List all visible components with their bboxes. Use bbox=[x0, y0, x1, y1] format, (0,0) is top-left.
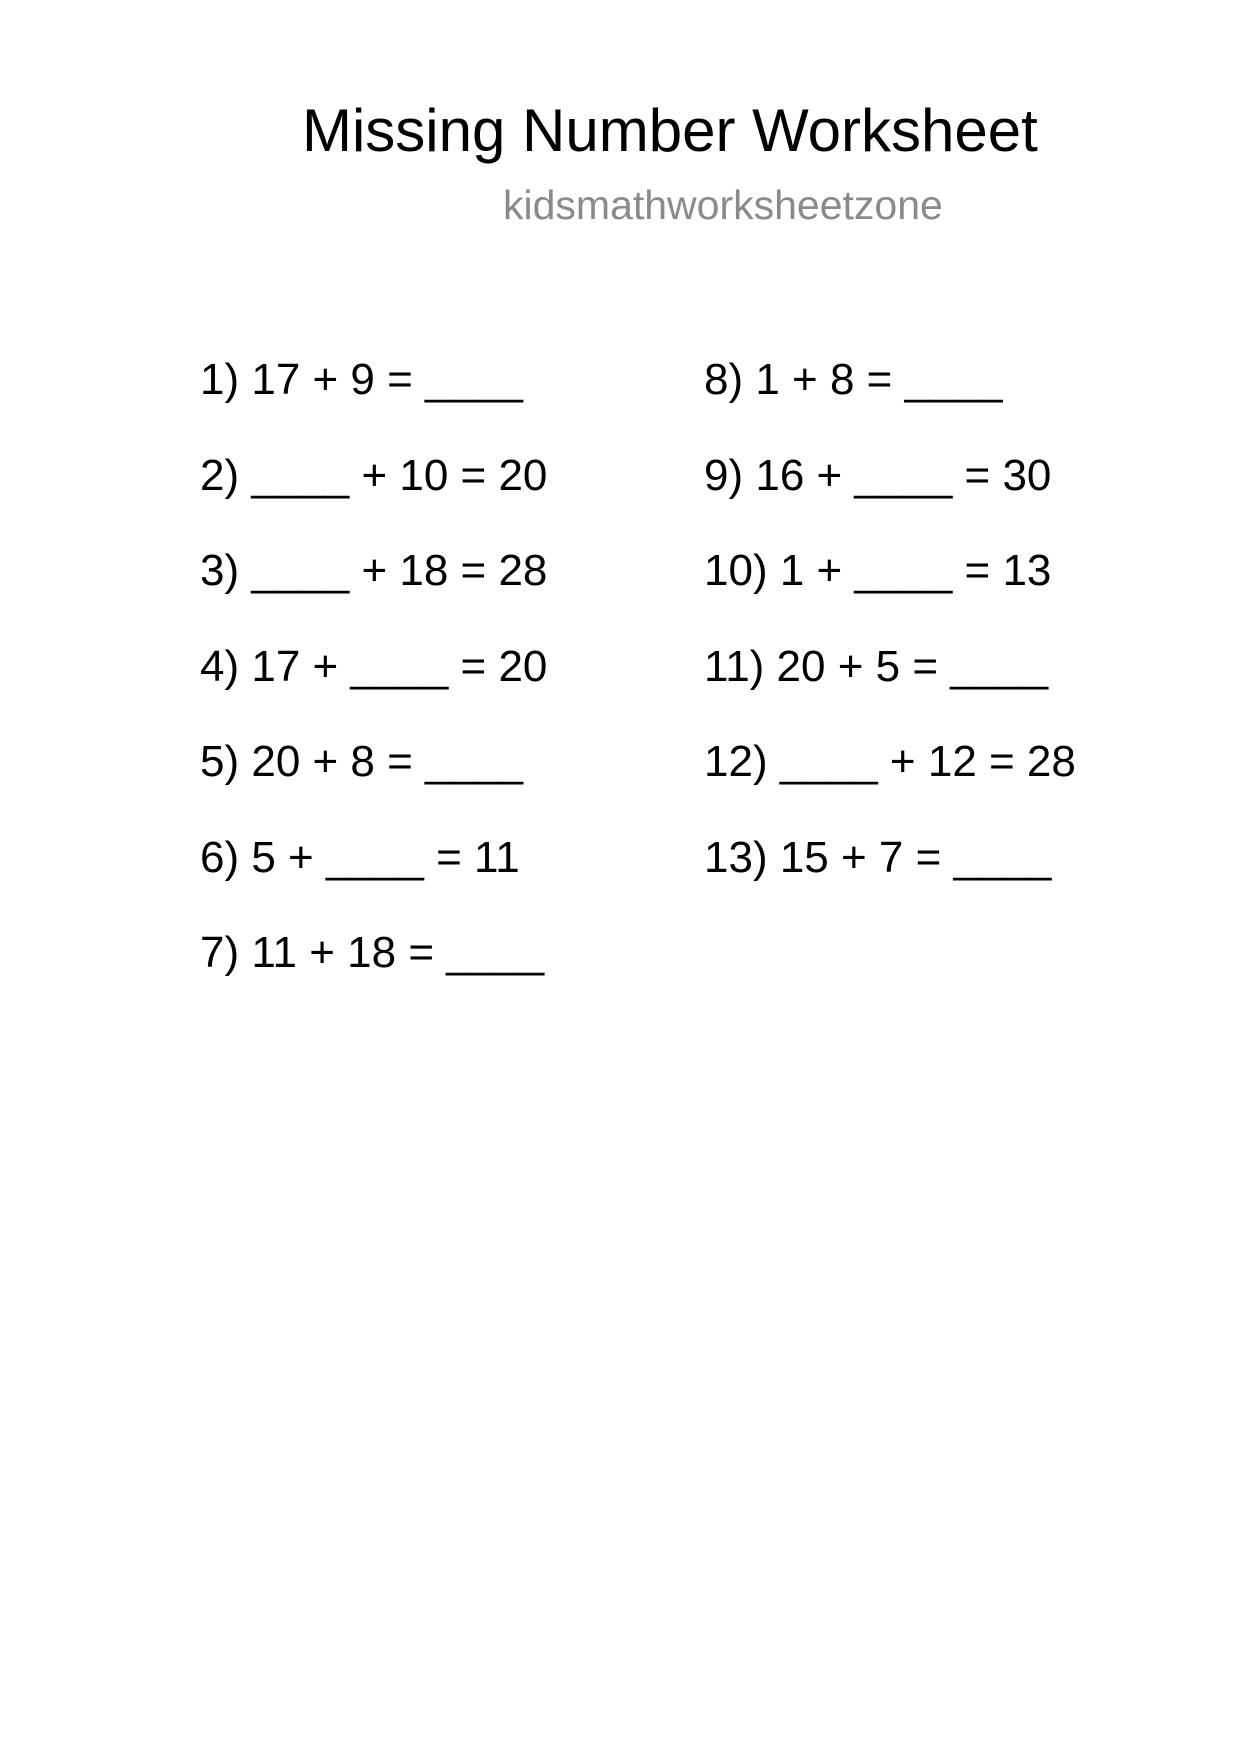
problem-8: 8) 1 + 8 = ____ bbox=[704, 355, 1003, 404]
problem-5: 5) 20 + 8 = ____ bbox=[200, 737, 523, 786]
worksheet-source: kidsmathworksheetzone bbox=[503, 182, 943, 228]
problem-11: 11) 20 + 5 = ____ bbox=[704, 641, 1049, 691]
worksheet-title: Missing Number Worksheet bbox=[302, 97, 1038, 164]
problem-7: 7) 11 + 18 = ____ bbox=[200, 928, 545, 977]
problem-10: 10) 1 + ____ = 13 bbox=[704, 546, 1052, 595]
problem-3: 3) ____ + 18 = 28 bbox=[200, 546, 548, 595]
problem-9: 9) 16 + ____ = 30 bbox=[704, 450, 1052, 500]
problem-4: 4) 17 + ____ = 20 bbox=[200, 641, 548, 691]
problem-1: 1) 17 + 9 = ____ bbox=[200, 355, 523, 404]
problem-12: 12) ____ + 12 = 28 bbox=[704, 737, 1076, 786]
problems-left-column bbox=[200, 350, 547, 1019]
problem-2: 2) ____ + 10 = 20 bbox=[200, 450, 548, 500]
problems-right-column bbox=[704, 350, 1076, 923]
problem-13: 13) 15 + 7 = ____ bbox=[704, 832, 1052, 882]
problem-6: 6) 5 + ____ = 11 bbox=[200, 832, 520, 882]
